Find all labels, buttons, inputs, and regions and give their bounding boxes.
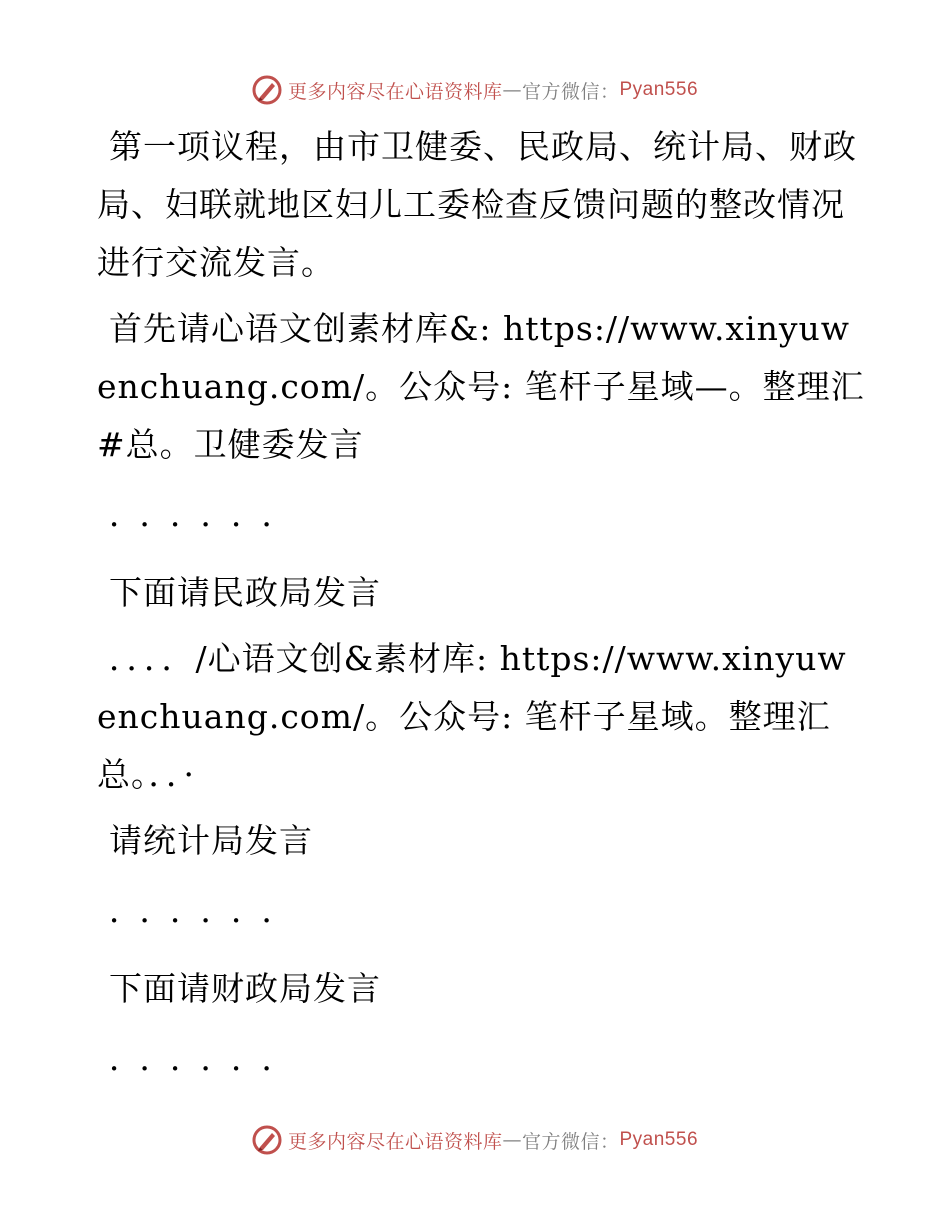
footer-banner: [0, 1120, 950, 1160]
banner-main-text: 更多内容尽在心语资料库: [287, 1130, 503, 1153]
banner-separator: —: [502, 79, 522, 101]
pen-logo-icon: [252, 1125, 282, 1155]
paragraph-health-commission: 首先请心语文创素材库&: https://www.xinyuwenchuang.com/。公众号: 笔杆子星域—。整理汇#总。卫健委发言: [97, 309, 865, 464]
paragraph-ellipsis: ．．．．．．: [109, 891, 309, 930]
paragraph-ellipsis: ．．．．．．: [109, 1039, 309, 1078]
paragraph-statistics: 请统计局发言: [109, 821, 313, 860]
banner-main-text: 更多内容尽在心语资料库: [287, 80, 503, 103]
pen-logo-icon: [252, 75, 282, 105]
banner-official-label: 官方微信：: [521, 80, 620, 103]
banner-wechat-id: Pyan556: [619, 79, 699, 100]
paragraph-civil-affairs: 下面请民政局发言: [109, 573, 381, 612]
document-body: [97, 118, 867, 1108]
paragraph-ellipsis: ．．．．．．: [109, 495, 309, 534]
paragraph-civil-affairs-content: ．．．．/心语文创&素材库: https://www.xinyuwenchuang.com/。公众号: 笔杆子星域。整理汇总。．．·: [97, 639, 847, 794]
header-banner: [0, 70, 950, 110]
banner-separator: —: [502, 1129, 522, 1151]
banner-wechat-id: Pyan556: [619, 1129, 699, 1150]
banner-official-label: 官方微信：: [521, 1130, 620, 1153]
paragraph-agenda-intro: 第一项议程，由市卫健委、民政局、统计局、财政局、妇联就地区妇儿工委检查反馈问题的整改情况进行交流发言。: [97, 127, 857, 282]
paragraph-finance: 下面请财政局发言: [109, 969, 381, 1008]
